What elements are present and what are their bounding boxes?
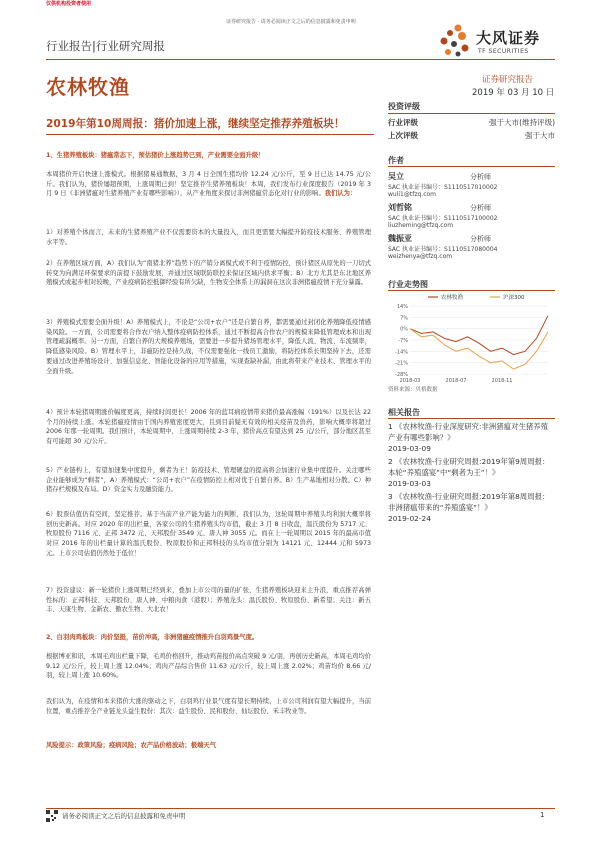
industry-name: 农林牧渔: [46, 75, 130, 99]
rating-row: [388, 130, 555, 142]
analyst-name: 魏振亚: [388, 234, 412, 243]
y-tick-label: 0%: [400, 326, 408, 333]
rating-row: [388, 117, 555, 129]
y-tick-label: 14%: [396, 304, 408, 310]
rating-key: 上次评级: [388, 131, 418, 140]
logo-en-text: TF SECURITIES: [478, 48, 529, 55]
related-heading: 相关报告: [388, 408, 420, 417]
analyst-name: 刘哲铭: [388, 203, 412, 212]
red-stamp: 仅供机构投资者使用: [46, 1, 92, 7]
footer-divider: [46, 808, 555, 809]
authors-divider: [388, 166, 555, 167]
related-report-title[interactable]: 2 《农林牧渔-行业研究周报:2019年第9周周报：本轮“养殖盛宴”中“剩者为王”！》: [388, 457, 550, 477]
footer-disclaimer: 请务必阅读正文之后的信息披露和免责申明: [62, 812, 186, 820]
y-tick-label: -7%: [398, 338, 408, 344]
paragraph-3: 2）在养殖区域方面，A）我们认为“南猪北养”趋势下的产销分离模式或不利于疫情防控，预计猪区从原先的一刀切式转变为向满足环保要求的前提下鼓励发展，并通过区域联防联控来保证区域内供求平衡；B）北方尤其是东北地区养殖模式或起步相对较晚，产业疫病防控抵御经验有所欠缺，生物安全体系上的漏洞在这次非洲猪瘟疫情下充分暴露。: [46, 260, 371, 287]
rating-value: 强于大市(维持评级): [489, 118, 555, 127]
trend-chart-svg: [388, 292, 555, 392]
related-report-title[interactable]: 1 《农林牧渔-行业深度研究:非洲猪瘟对生猪养殖产业有哪些影响？》: [388, 422, 549, 442]
risk-notice: 风险提示：政策风险；疫病风险；农产品价格波动；极端天气: [46, 742, 217, 749]
analyst-email[interactable]: weizhenya@tfzq.com: [388, 253, 453, 260]
paragraph-6: 5）产业链构上，有望加速集中度提升，剩者为王！防疫技术、管理硬盘的提高将会加速行业集中度提升。关注哪些企业能够成为“剩者”，A）养殖模式：“公司+农户”在疫情防控上相对优于自繁自养。B）生产基地相对分散。C）种猪存栏规模及布局。D）资金实力及融资能力。: [46, 467, 371, 494]
paragraph-10: 我们认为，在疫情和本来猪价大涨的驱动之下，白羽鸡行业景气度有望长期持续，上市公司利润有望大幅提升，当前位置，重点推荐全产业链龙头益生股份：其次：益生股份、民和股份、仙坛股份、禾丰牧业等。: [46, 698, 371, 715]
paragraph-7: 6）股票估值仍有空间，坚定推荐。基于当前产业产能为能力的判断，我们认为，这轮周期中养殖头均利润大概率将创历史新高。对应 2020 年的出栏量，各家公司的生猪养殖头均市值，截止 3 月 8 日收盘，温氏股份为 5717 元、牧原股份 7116 元、正邦 3472 元、天邦股份 3549 元、唐人神 3055 元。而在上一轮周期以 2015 年的最高市值对应 2016 年的出栏量计算的温氏股份、牧原股份和正邦科技的头均市值分别为 14121 元、12444 元和 5973 元。上市公司估值仍然处于低位！: [46, 511, 371, 557]
related-report-title[interactable]: 3 《农林牧渔-行业研究周报:2019年第8周周报：非洲猪瘟带来的“养殖盛宴”！》: [388, 492, 550, 512]
report-type: 行业报告|行业研究周报: [46, 39, 165, 53]
analyst-title: 分析师: [470, 204, 491, 212]
company-logo: [436, 24, 556, 60]
logo-mark-icon: [436, 24, 472, 58]
authors-heading: 作者: [388, 156, 404, 165]
paragraph-2: 1）对养殖个体而言，未来的生猪养殖产业不仅需要资本的大量投入，而且更需要大幅提升防疫技术服务、养殖管理水平等。: [46, 229, 371, 246]
analyst-name: 吴立: [388, 172, 404, 181]
analyst-sac: SAC 执业证书编号：S1110517080004: [388, 246, 498, 253]
analyst-email[interactable]: liuzheming@tfzq.com: [388, 222, 454, 229]
chart-source: 资料来源：贝格数据: [388, 387, 438, 393]
rating-divider: [388, 113, 555, 114]
top-hint: 证券研究报告 · 请务必阅读正文之后的信息披露和免责申明: [226, 19, 356, 25]
related-report-item[interactable]: [388, 421, 552, 454]
related-report-date: 2019-02-24: [388, 514, 431, 523]
logo-text: 大风证券: [476, 29, 541, 47]
x-tick-label: 2018-07: [445, 378, 467, 384]
analyst-title: 分析师: [470, 173, 491, 181]
related-report-date: 2019-03-09: [388, 444, 431, 453]
section-1-heading: 1、生猪养殖板块：猪瘟常态下，预估猪价上涨趋势已到，产业需要全面升级！: [46, 152, 265, 159]
chart-divider: [388, 290, 555, 291]
paragraph-1: 本周猪价开启快速上涨模式。根据猪易通数据，3 月 4 日全国生猪均价 12.24 元/公斤，至 9 日已达 14.75 元/公斤。我们认为，猪价屡超预期，上涨周期已到！坚定推荐生猪养殖板块！本周，我们发布行业深度报告（2019 年 3 月 9 日《非洲猪瘟对生猪养殖产业有哪些影响》），从产业角度来探讨非洲猪瘟常态化对行业的影响。我们认为：: [46, 171, 371, 198]
analyst-title: 分析师: [470, 235, 491, 243]
legend-label: 沪深300: [503, 295, 525, 301]
section-2-heading: 2、白羽肉鸡板块：肉价坚挺，苗价冲高，非洲猪瘟疫情推升白羽鸡景气度。: [46, 634, 259, 641]
rating-heading: 投资评级: [388, 102, 420, 111]
analyst-sac: SAC 执业证书编号：S1110517100002: [388, 215, 498, 222]
related-report-date: 2019-03-03: [388, 479, 431, 488]
paragraph-8: 7）投资建议：新一轮猪价上涨周期已经到来，叠加上市公司的量的扩张，生猪养殖板块迎来主升浪，重点推荐高弹性标的：正邦科技、天邦股份、唐人神、中粮肉食（港股）；养殖龙头：温氏股份、牧原股份、新希望；关注：新五丰、天康生物、金新农、傲农生物、大北农！: [46, 587, 371, 614]
y-tick-label: -14%: [395, 349, 408, 356]
related-divider: [388, 418, 555, 419]
header-divider: [46, 59, 555, 60]
y-tick-label: -28%: [395, 372, 408, 378]
report-date: 2019 年 03 月 10 日: [472, 88, 555, 98]
report-title: 2019年第10周周报：猪价加速上涨，继续坚定推荐养殖板块！: [46, 118, 345, 130]
paragraph-5: 4）预计本轮猪周期涨价幅度更高，持续时间更长！2006 年的蓝耳病疫情带来猪价最高涨幅（191%）以及长达 22 个月的持续上涨。本轮猪瘟疫情由于国内养殖密度更大，且到目前疑无有效的相关疫苗及兽药，影响大概率将超过 2006 年那一轮周期。我们预计，本轮周期中，上涨周期持续 2-3 年，猪价高点有望达到 25 元/公斤，部分地区甚至有可能超 30 元/公斤。: [46, 409, 371, 446]
y-tick-label: 7%: [400, 315, 408, 322]
y-tick-label: -21%: [395, 360, 408, 367]
legend-label: 农林牧渔: [441, 295, 464, 301]
title-divider: [46, 134, 374, 135]
related-report-item[interactable]: [388, 491, 552, 524]
x-tick-label: 2018-03: [399, 378, 421, 384]
x-tick-label: 2018-11: [491, 378, 513, 384]
paragraph-9: 根据博亚和讯，本周毛鸡出栏量下降，毛鸡价格回升，推动鸡苗报价高点突破 9 元/羽，再创历史新高，本周毛鸡均价 9.12 元/公斤，较上周上涨 12.04%；鸡肉产品综合售价 11.63 元/公斤，较上周上涨 2.02%；鸡苗均价 8.66 元/羽，较上周上涨 10.60%。: [46, 653, 371, 680]
analyst-email[interactable]: wuli1@tfzq.com: [388, 191, 437, 198]
paragraph-4: 3）养殖模式需要全面升级！A）养殖模式上，不论是“公司+农户”还是自繁自养，都需要通过封闭化养殖降低疫情感染风险。一方面，公司需要将合作农户纳入整体疫病防控体系，通过不断提高合作农户的规模来降低管理成本和出现管理疏漏概率。另一方面，自繁自养的大规模养殖场，需要进一步提升猪场管理水平，降低人流、物流、车流频率，降低感染风险。B）管理水平上，非瘟防控是持久战，不仅需要强化一线员工激励，将防控体系长期坚持下去，还需要通过改进养殖场设计、加强信息化、智能化设备的应用等措施，实现查缺补漏，由此将带来产业技术、管理水平的全面升级。: [46, 319, 371, 375]
rating-value: 强于大市: [525, 131, 555, 140]
chart-heading: 行业走势图: [388, 280, 428, 289]
page-number: 1: [540, 811, 545, 819]
related-report-item[interactable]: [388, 456, 552, 489]
report-label: 证券研究报告: [482, 75, 534, 85]
analyst-sac: SAC 执业证书编号：S1110517010002: [388, 184, 498, 191]
rating-key: 行业评级: [388, 118, 418, 127]
qr-code-icon: [46, 810, 58, 822]
